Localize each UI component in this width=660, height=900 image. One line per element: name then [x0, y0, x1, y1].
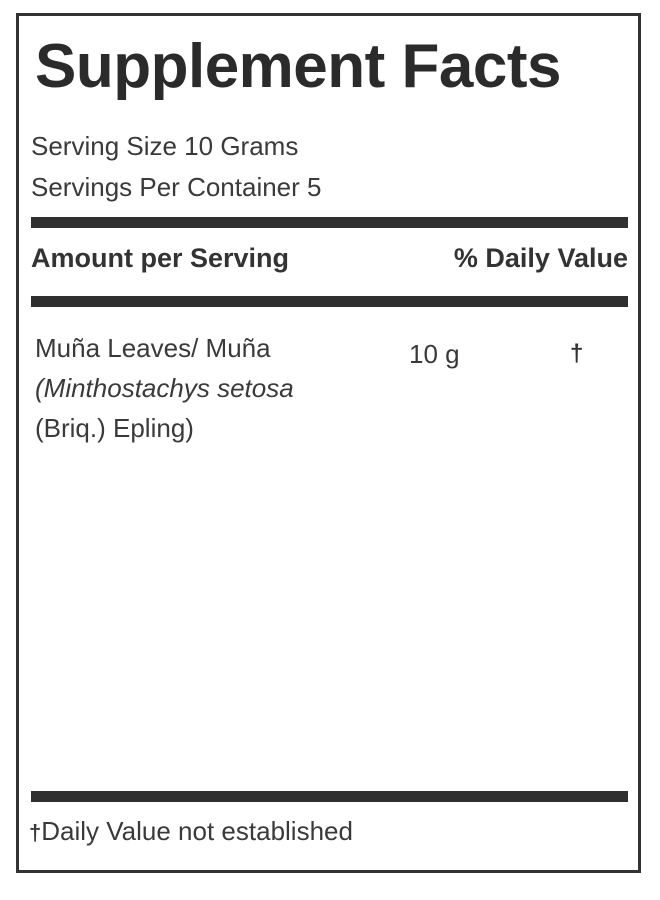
- serving-size: Serving Size 10 Grams: [31, 131, 299, 161]
- ingredient-name-latin: (Minthostachys setosa: [35, 373, 294, 403]
- footnote-text: Daily Value not established: [41, 816, 353, 846]
- amount-per-serving-header: Amount per Serving: [31, 243, 290, 273]
- ingredient-name-common: Muña Leaves/ Muña: [35, 333, 271, 363]
- thick-divider-top: [31, 217, 628, 228]
- thick-divider-bottom: [31, 791, 628, 802]
- footnote: [29, 814, 353, 850]
- thick-divider-middle: [31, 296, 628, 307]
- supplement-facts-label: [16, 13, 641, 873]
- ingredient-name: [35, 328, 294, 448]
- daily-value-header: % Daily Value: [453, 243, 628, 273]
- ingredient-daily-value-dagger: †: [570, 340, 584, 367]
- label-title: Supplement Facts: [35, 32, 561, 101]
- ingredient-name-authority: (Briq.) Epling): [35, 413, 194, 443]
- footnote-dagger: †: [29, 820, 42, 845]
- ingredient-amount: 10 g: [409, 339, 460, 369]
- servings-per-container: Servings Per Container 5: [31, 172, 322, 202]
